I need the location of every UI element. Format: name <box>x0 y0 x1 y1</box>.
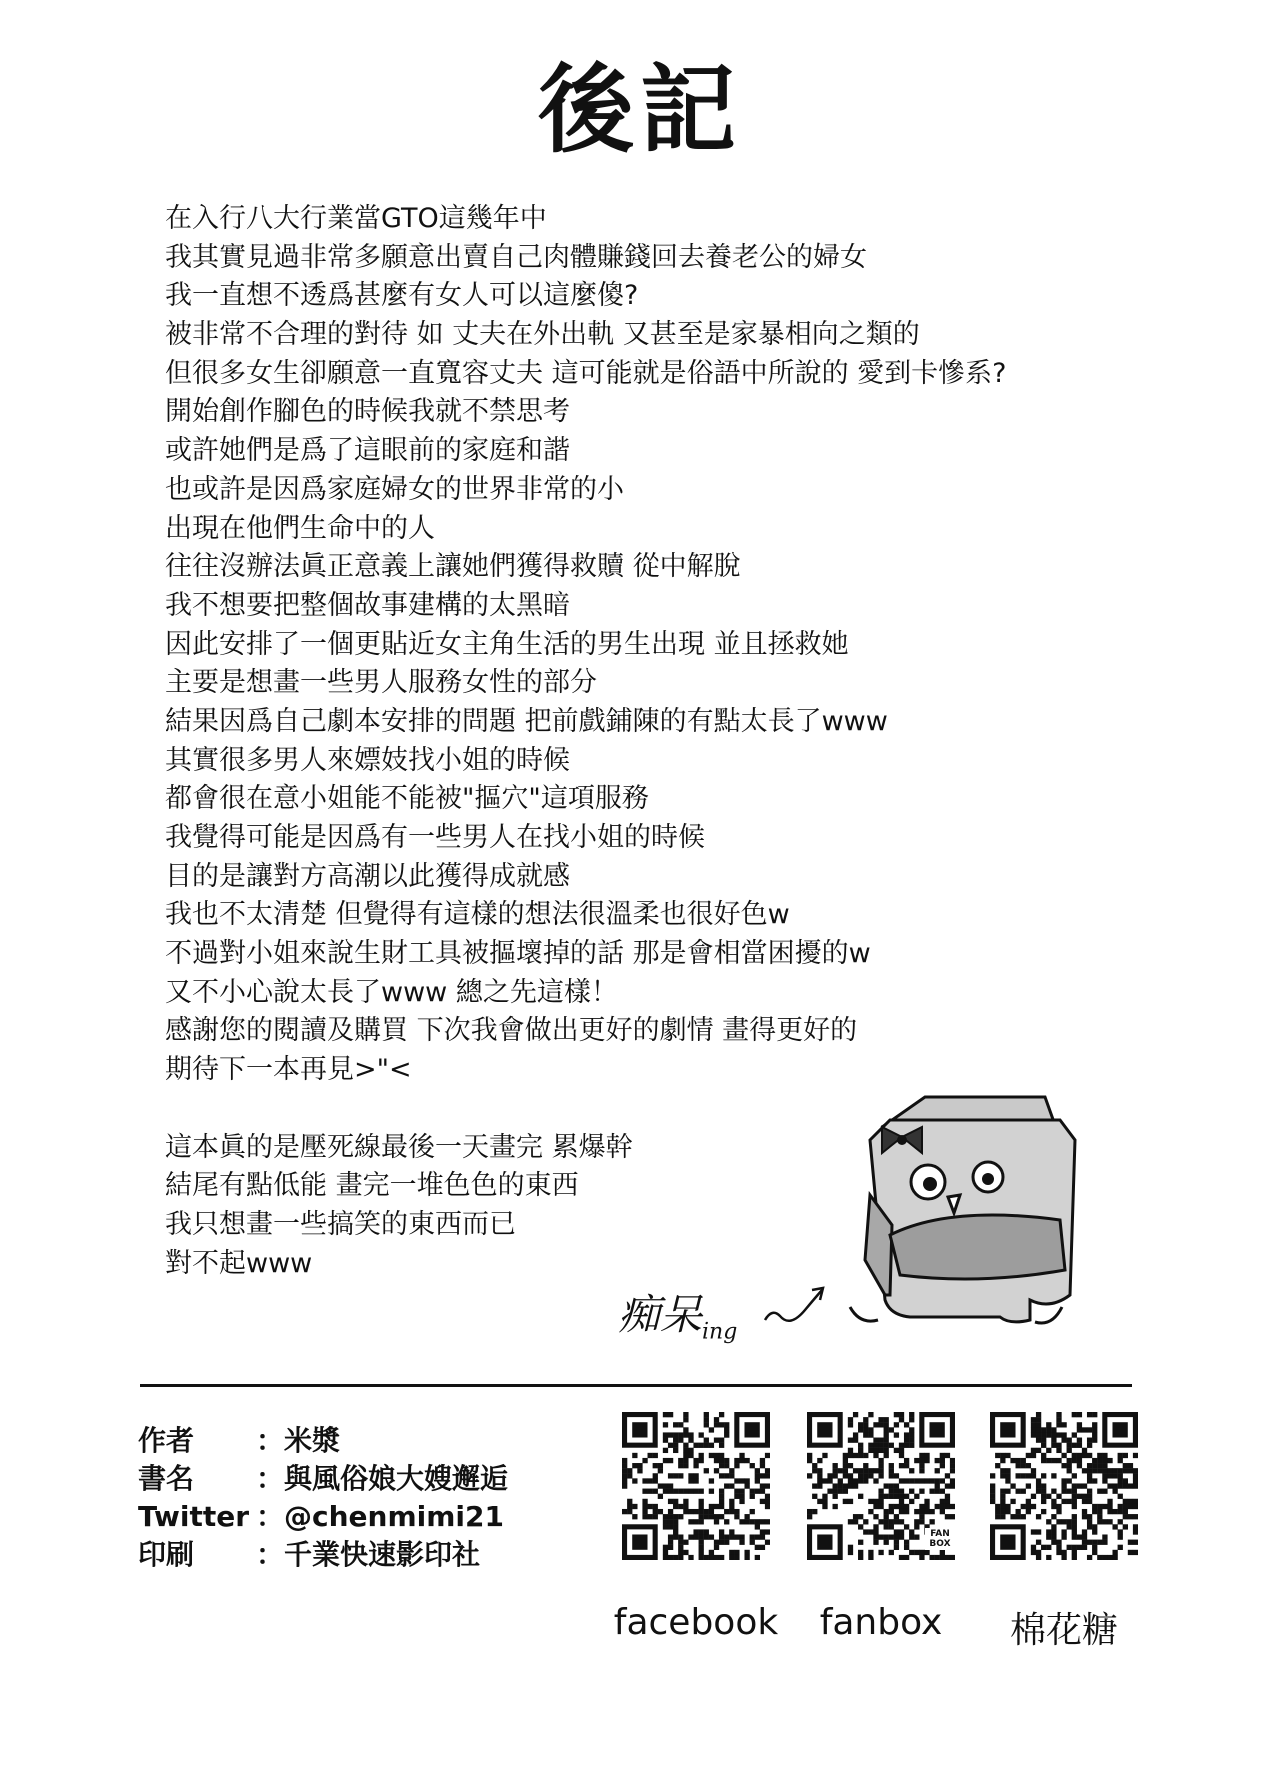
text-line: 往往沒辦法眞正意義上讓她們獲得救贖 從中解脫 <box>165 551 741 583</box>
text-line: 主要是想畫一些男人服務女性的部分 <box>165 667 597 699</box>
qr-fanbox[interactable] <box>807 1412 955 1643</box>
credit-label: 書名 <box>138 1462 195 1495</box>
text-line: 我一直想不透爲甚麼有女人可以這麼傻? <box>165 280 639 312</box>
text-line: 或許她們是爲了這眼前的家庭和諧 <box>165 435 570 467</box>
qr-label-marshmallow: 棉花糖 <box>1009 1610 1118 1651</box>
text-line: 目的是讓對方高潮以此獲得成就感 <box>165 860 570 892</box>
credit-separator: ： <box>256 1500 285 1533</box>
credit-label: Twitter <box>138 1500 250 1533</box>
qr-facebook[interactable] <box>613 1412 779 1643</box>
credit-separator: ： <box>256 1462 285 1495</box>
text-line: 感謝您的閱讀及購買 下次我會做出更好的劇情 畫得更好的 <box>165 1015 858 1047</box>
text-line: 這本眞的是壓死線最後一天畫完 累爆幹 <box>165 1131 633 1163</box>
divider <box>140 1384 1132 1387</box>
credits-block <box>138 1422 508 1574</box>
signature <box>618 1282 737 1344</box>
signature-suffix: ing <box>702 1319 738 1345</box>
qr-label-facebook: facebook <box>613 1602 779 1643</box>
qr-code-icon <box>622 1412 770 1560</box>
text-line: 在入行八大行業當GTO這幾年中 <box>165 203 547 234</box>
text-line: 因此安排了一個更貼近女主角生活的男生出現 並且拯救她 <box>165 628 849 660</box>
text-line: 其實很多男人來嫖妓找小姐的時候 <box>165 744 570 776</box>
fanbox-badge: FAN BOX <box>925 1528 955 1550</box>
credit-value: @chenmimi21 <box>284 1500 504 1533</box>
qr-label-fanbox: fanbox <box>819 1602 943 1643</box>
credit-row <box>138 1422 508 1460</box>
text-line: 又不小心說太長了www 總之先這樣！ <box>165 976 618 1008</box>
text-line: 被非常不合理的對待 如 丈夫在外出軌 又甚至是家暴相向之類的 <box>165 319 920 351</box>
text-line: 我只想畫一些搞笑的東西而已 <box>165 1208 516 1240</box>
credit-label: 作者 <box>138 1424 195 1457</box>
credit-value: 與風俗娘大嫂邂逅 <box>284 1462 509 1495</box>
credit-row <box>138 1498 508 1536</box>
text-line: 也或許是因爲家庭婦女的世界非常的小 <box>165 473 624 505</box>
milk-carton-mascot-illustration <box>830 1085 1090 1345</box>
text-line: 出現在他們生命中的人 <box>165 512 435 544</box>
text-line: 我不想要把整個故事建構的太黑暗 <box>165 589 570 621</box>
text-line: 對不起www <box>165 1247 313 1279</box>
text-line: 結果因爲自己劇本安排的問題 把前戲鋪陳的有點太長了www <box>165 705 888 737</box>
credit-label: 印刷 <box>138 1538 195 1571</box>
qr-code-icon <box>990 1412 1138 1560</box>
credit-separator: ： <box>256 1424 285 1457</box>
text-line: 我也不太清楚 但覺得有這樣的想法很溫柔也很好色w <box>165 899 790 931</box>
text-line: 但很多女生卻願意一直寬容丈夫 這可能就是俗語中所說的 愛到卡慘系? <box>165 357 1007 389</box>
credit-row <box>138 1460 508 1498</box>
qr-marshmallow[interactable] <box>990 1412 1138 1651</box>
credit-value: 千業快速影印社 <box>284 1538 481 1571</box>
credit-row <box>138 1536 508 1574</box>
page-title: 後記 <box>538 54 742 166</box>
text-line: 都會很在意小姐能不能被"摳穴"這項服務 <box>165 783 649 815</box>
credit-value: 米漿 <box>284 1424 341 1457</box>
arrow-icon <box>760 1280 830 1340</box>
credit-separator: ： <box>256 1538 285 1571</box>
text-line: 結尾有點低能 畫完一堆色色的東西 <box>165 1170 579 1202</box>
signature-text: 痴呆 <box>618 1290 703 1339</box>
text-line: 我其實見過非常多願意出賣自己肉體賺錢回去養老公的婦女 <box>165 241 867 273</box>
text-line: 期待下一本再見>"< <box>165 1054 412 1086</box>
text-line: 開始創作腳色的時候我就不禁思考 <box>165 396 570 428</box>
text-line: 不過對小姐來說生財工具被摳壞掉的話 那是會相當困擾的w <box>165 938 871 970</box>
text-line: 我覺得可能是因爲有一些男人在找小姐的時候 <box>165 822 705 853</box>
